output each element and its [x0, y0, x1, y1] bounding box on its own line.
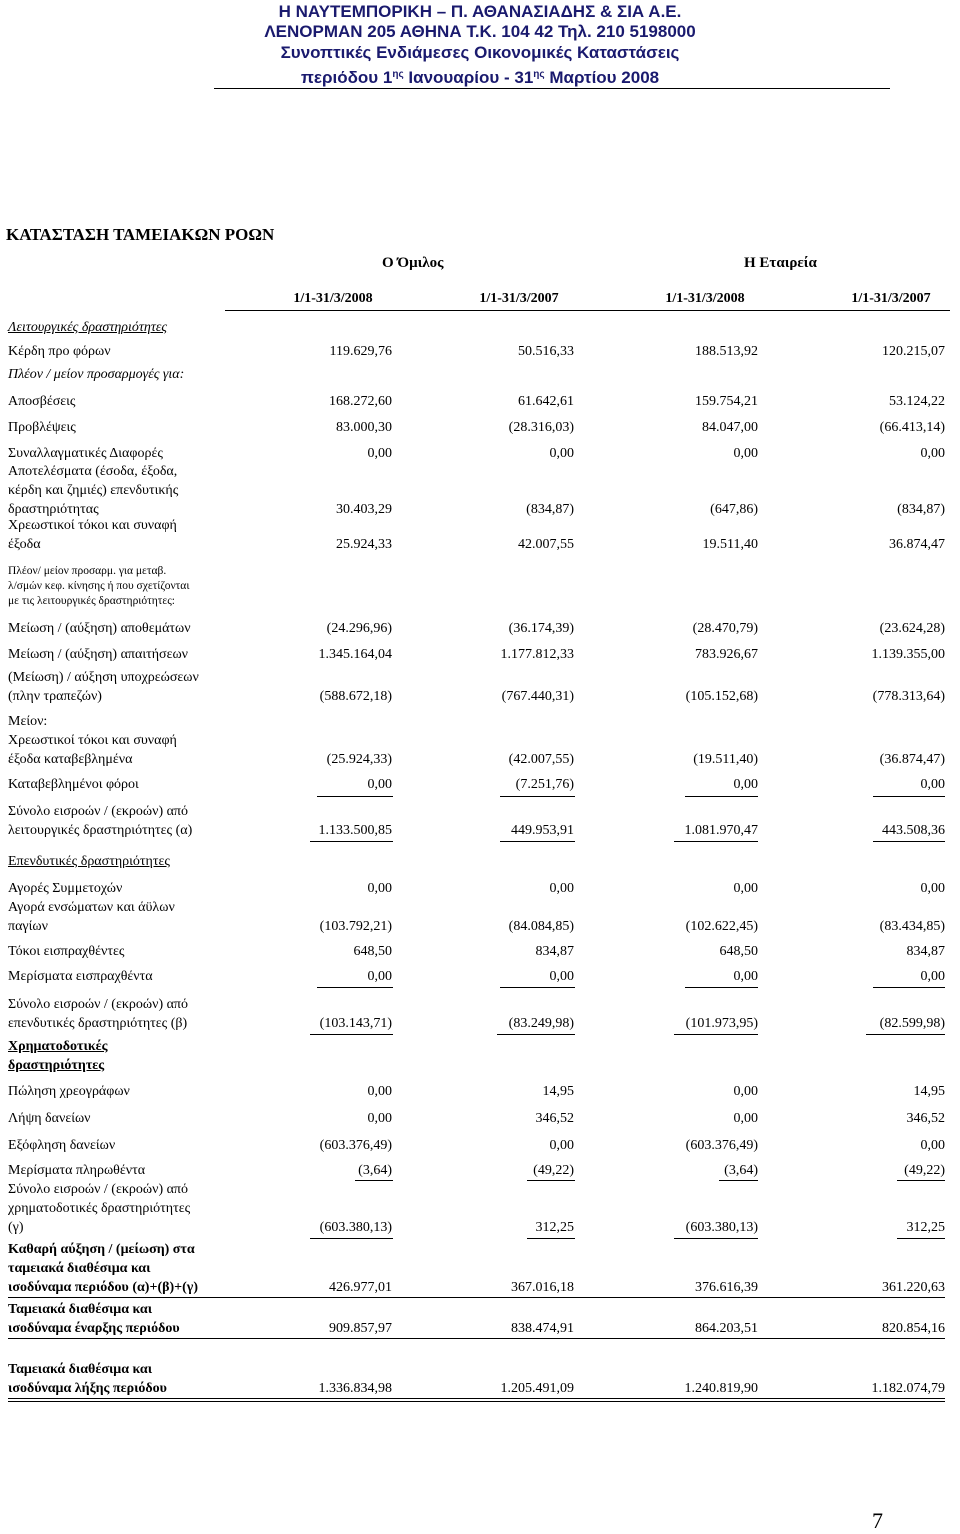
cell: 0,00 — [549, 446, 574, 461]
section-investing: Επενδυτικές δραστηριότητες — [8, 854, 170, 869]
cell: 188.513,92 — [695, 344, 758, 359]
cell: (49,22) — [904, 1163, 945, 1178]
row-label: Σύνολο εισροών / (εκροών) από λειτουργικές δραστηριότητες (α) — [8, 804, 193, 838]
double-total-rule — [8, 1401, 945, 1402]
cell: 0,00 — [549, 1138, 574, 1153]
cell: (603.380,13) — [685, 1220, 758, 1235]
cell: (24.296,96) — [326, 621, 392, 636]
cell: 14,95 — [913, 1084, 945, 1099]
company-address: ΛΕΝΟΡΜΑΝ 205 ΑΘΗΝΑ Τ.Κ. 104 42 Τηλ. 210 5198000 — [264, 22, 696, 41]
cell: 0,00 — [920, 969, 945, 984]
adjustments-label: Πλέον / μείον προσαρμογές για: — [8, 367, 185, 382]
subtotal-rule — [355, 1180, 393, 1181]
subtotal-rule — [897, 1180, 945, 1181]
period-col-4: 1/1-31/3/2007 — [851, 291, 931, 306]
cell: 367.016,18 — [511, 1280, 574, 1295]
total-rule — [310, 1238, 393, 1239]
subtotal-rule — [527, 1180, 575, 1181]
cell: 42.007,55 — [518, 537, 574, 552]
cell: (36.174,39) — [508, 621, 574, 636]
cell: 312,25 — [906, 1220, 945, 1235]
cell: 376.616,39 — [695, 1280, 758, 1295]
total-rule — [497, 1034, 575, 1035]
cell: 449.953,91 — [511, 823, 574, 838]
row-label: Μερίσματα πληρωθέντα — [8, 1163, 146, 1178]
cell: 426.977,01 — [329, 1280, 392, 1295]
total-rule — [873, 841, 945, 842]
cell: 53.124,22 — [889, 394, 945, 409]
page-number: 7 — [872, 1508, 883, 1533]
cell: (103.792,21) — [319, 919, 392, 934]
cell: 0,00 — [367, 1084, 392, 1099]
cell: 119.629,76 — [329, 344, 392, 359]
total-rule — [8, 1398, 945, 1399]
cell: 168.272,60 — [329, 394, 392, 409]
cell: (647,86) — [710, 502, 758, 517]
cell: 909.857,97 — [329, 1321, 392, 1336]
less-label: Μείον: — [8, 714, 48, 729]
total-rule — [310, 1034, 393, 1035]
subtotal-rule — [685, 796, 758, 797]
row-label: Τόκοι εισπραχθέντες — [8, 944, 125, 959]
group-heading: Ο Όμιλος — [382, 255, 444, 271]
row-label: Σύνολο εισροών / (εκροών) από χρηματοδοτικές δραστηριότητες (γ) — [8, 1182, 191, 1235]
cell: 312,25 — [535, 1220, 574, 1235]
cell: 0,00 — [733, 1084, 758, 1099]
cell: 648,50 — [353, 944, 392, 959]
report-period: περιόδου $1^{\eta\varsigma}$ Ιανουαρίου - $31^{\eta\varsigma}$ Μαρτίου 2008 — [300, 68, 660, 87]
cell: 0,00 — [367, 1111, 392, 1126]
cell: 0,00 — [549, 881, 574, 896]
cell: 0,00 — [733, 777, 758, 792]
cell: (28.316,03) — [508, 420, 574, 435]
row-label: Πώληση χρεογράφων — [8, 1084, 130, 1099]
row-label: Ταμειακά διαθέσιμα και ισοδύναμα έναρξης περιόδου — [8, 1302, 180, 1336]
cell: 0,00 — [920, 881, 945, 896]
cell: 0,00 — [733, 446, 758, 461]
cell: (28.470,79) — [692, 621, 758, 636]
cell: 1.345.164,04 — [318, 647, 392, 662]
total-rule — [674, 1238, 758, 1239]
subtotal-rule — [873, 987, 945, 988]
section-operating: Λειτουργικές δραστηριότητες — [8, 320, 168, 335]
subtotal-rule — [317, 796, 393, 797]
cell: (42.007,55) — [508, 752, 574, 767]
cell: 834,87 — [906, 944, 945, 959]
cell: 783.926,67 — [695, 647, 758, 662]
total-rule — [674, 1034, 758, 1035]
row-label: Κέρδη προ φόρων — [8, 344, 111, 359]
cell: 834,87 — [535, 944, 574, 959]
cell: 864.203,51 — [695, 1321, 758, 1336]
cell: 838.474,91 — [511, 1321, 574, 1336]
total-rule — [8, 1338, 945, 1339]
cell: 0,00 — [920, 446, 945, 461]
cell: 30.403,29 — [336, 502, 392, 517]
cell: 1.336.834,98 — [318, 1381, 392, 1396]
total-rule — [866, 1034, 945, 1035]
period-col-3: 1/1-31/3/2008 — [665, 291, 745, 306]
cell: 0,00 — [733, 1111, 758, 1126]
period-col-1: 1/1-31/3/2008 — [293, 291, 373, 306]
row-label: (Μείωση) / αύξηση υποχρεώσεων (πλην τραπεζών) — [8, 670, 199, 704]
cell: (82.599,98) — [879, 1016, 945, 1031]
cell: (588.672,18) — [319, 689, 392, 704]
cell: 0,00 — [367, 881, 392, 896]
cell: 0,00 — [367, 446, 392, 461]
row-label: Ταμειακά διαθέσιμα και ισοδύναμα λήξης περιόδου — [8, 1362, 167, 1396]
total-rule — [527, 1238, 575, 1239]
row-label: Λήψη δανείων — [8, 1111, 91, 1126]
cell: 0,00 — [733, 969, 758, 984]
cell: (603.376,49) — [685, 1138, 758, 1153]
cell: (3,64) — [724, 1163, 758, 1178]
cell: 0,00 — [920, 777, 945, 792]
cell: 159.754,21 — [695, 394, 758, 409]
cell: 346,52 — [906, 1111, 945, 1126]
cell: (7.251,76) — [515, 777, 574, 792]
row-label: Αγορές Συμμετοχών — [8, 881, 123, 896]
cell: (83.434,85) — [879, 919, 945, 934]
total-rule — [500, 841, 575, 842]
cell: (83.249,98) — [508, 1016, 574, 1031]
cell: 0,00 — [367, 777, 392, 792]
cell: (834,87) — [526, 502, 574, 517]
cell: 14,95 — [542, 1084, 574, 1099]
cell: 1.081.970,47 — [684, 823, 758, 838]
cell: 84.047,00 — [702, 420, 758, 435]
subtotal-rule — [685, 987, 758, 988]
subtotal-rule — [500, 796, 575, 797]
page-title: ΚΑΤΑΣΤΑΣΗ ΤΑΜΕΙΑΚΩΝ ΡΟΩΝ — [6, 225, 275, 244]
cell: 0,00 — [367, 969, 392, 984]
cell: 361.220,63 — [882, 1280, 945, 1295]
cell: (603.376,49) — [319, 1138, 392, 1153]
cell: (101.973,95) — [685, 1016, 758, 1031]
cell: 0,00 — [549, 969, 574, 984]
cell: 1.240.819,90 — [684, 1381, 758, 1396]
cell: 1.182.074,79 — [871, 1381, 945, 1396]
cell: (834,87) — [897, 502, 945, 517]
period-rule — [225, 310, 950, 311]
row-label: Σύνολο εισροών / (εκροών) από επενδυτικές δραστηριότητες (β) — [8, 997, 189, 1031]
row-label: Μείωση / (αύξηση) απαιτήσεων — [8, 647, 189, 662]
cell: 820.854,16 — [882, 1321, 945, 1336]
cell: 1.133.500,85 — [318, 823, 392, 838]
cell: (778.313,64) — [872, 689, 945, 704]
row-label: Μείωση / (αύξηση) αποθεμάτων — [8, 621, 191, 636]
cell: (3,64) — [358, 1163, 392, 1178]
working-capital-note: Πλέον/ μείον προσαρμ. για μεταβ. λ/σμών κεφ. κίνησης ή που σχετίζονται με τις λειτουργικές δραστηριότητες: — [8, 565, 190, 607]
cell: 120.215,07 — [882, 344, 945, 359]
cell: 83.000,30 — [336, 420, 392, 435]
row-label: Συναλλαγματικές Διαφορές — [8, 446, 163, 461]
cell: 19.511,40 — [702, 537, 758, 552]
cell: (36.874,47) — [879, 752, 945, 767]
total-rule — [674, 841, 758, 842]
cell: 0,00 — [920, 1138, 945, 1153]
header-rule — [214, 88, 890, 89]
cell: 648,50 — [719, 944, 758, 959]
cell: (767.440,31) — [501, 689, 574, 704]
cell: (105.152,68) — [685, 689, 758, 704]
row-label: Αποσβέσεις — [8, 394, 76, 409]
row-label: Εξόφληση δανείων — [8, 1138, 116, 1153]
cell: (603.380,13) — [319, 1220, 392, 1235]
cell: 346,52 — [535, 1111, 574, 1126]
cell: (49,22) — [533, 1163, 574, 1178]
cell: (102.622,45) — [685, 919, 758, 934]
row-label: Χρεωστικοί τόκοι και συναφή έξοδα — [8, 518, 177, 552]
cell: 0,00 — [733, 881, 758, 896]
row-label: Χρεωστικοί τόκοι και συναφή έξοδα καταβεβλημένα — [8, 733, 177, 767]
cell: 25.924,33 — [336, 537, 392, 552]
total-rule — [8, 1297, 945, 1298]
cell: (66.413,14) — [879, 420, 945, 435]
total-rule — [897, 1238, 945, 1239]
row-label: Αγορά ενσώματων και άϋλων παγίων — [8, 900, 175, 934]
row-label: Αποτελέσματα (έσοδα, έξοδα, κέρδη και ζημιές) επενδυτικής δραστηριότητας — [8, 464, 179, 517]
cell: 1.205.491,09 — [500, 1381, 574, 1396]
cell: 443.508,36 — [882, 823, 945, 838]
subtotal-rule — [500, 987, 575, 988]
subtotal-rule — [873, 796, 945, 797]
row-label: Καταβεβλημένοι φόροι — [8, 777, 139, 792]
cell: (23.624,28) — [879, 621, 945, 636]
cell: 1.139.355,00 — [871, 647, 945, 662]
cell: (25.924,33) — [326, 752, 392, 767]
total-rule — [310, 841, 393, 842]
period-col-2: 1/1-31/3/2007 — [479, 291, 559, 306]
subtotal-rule — [719, 1180, 758, 1181]
row-label: Μερίσματα εισπραχθέντα — [8, 969, 153, 984]
row-label: Καθαρή αύξηση / (μείωση) στα ταμειακά διαθέσιμα και ισοδύναμα περιόδου (α)+(β)+(γ) — [8, 1242, 198, 1295]
section-financing: Χρηματοδοτικές δραστηριότητες — [8, 1039, 108, 1073]
company-heading: Η Εταιρεία — [744, 255, 817, 271]
cell: (19.511,40) — [693, 752, 758, 767]
subtotal-rule — [317, 987, 393, 988]
company-name: Η ΝΑΥΤΕΜΠΟΡΙΚΗ – Π. ΑΘΑΝΑΣΙΑΔΗΣ & ΣΙΑ Α.Ε. — [278, 2, 682, 21]
row-label: Προβλέψεις — [8, 420, 76, 435]
cell: 61.642,61 — [518, 394, 574, 409]
cell: (84.084,85) — [508, 919, 574, 934]
report-subtitle: Συνοπτικές Ενδιάμεσες Οικονομικές Καταστάσεις — [280, 43, 680, 62]
cell: 36.874,47 — [889, 537, 945, 552]
cell: 1.177.812,33 — [500, 647, 574, 662]
cell: 50.516,33 — [518, 344, 574, 359]
cell: (103.143,71) — [319, 1016, 392, 1031]
